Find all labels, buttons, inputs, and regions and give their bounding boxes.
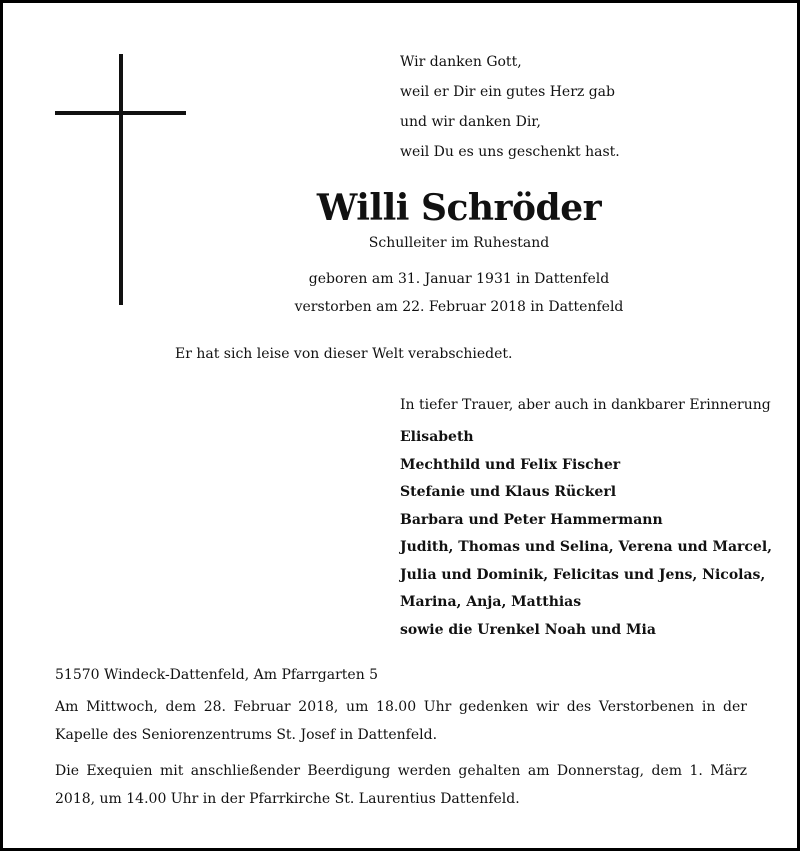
poem <box>400 47 620 167</box>
address-line: 51570 Windeck-Dattenfeld, Am Pfarrgarten 5 <box>55 667 379 683</box>
memorial-service-paragraph: Am Mittwoch, dem 28. Februar 2018, um 18.00 Uhr gedenken wir des Verstorbenen in der Kapelle des Seniorenzentrums St. Josef in Dattenfeld. <box>55 699 747 743</box>
mourning-intro: In tiefer Trauer, aber auch in dankbarer Erinnerung <box>400 397 771 413</box>
deceased-name: Willi Schröder <box>316 187 602 229</box>
deceased-role: Schulleiter im Ruhestand <box>368 235 550 251</box>
poem-line: Wir danken Gott, <box>400 54 522 70</box>
life-dates <box>0 265 800 321</box>
cross-horizontal-beam <box>55 111 186 115</box>
poem-line: weil Du es uns geschenkt hast. <box>400 144 620 160</box>
mourner-line: Stefanie und Klaus Rückerl <box>400 484 617 500</box>
farewell-line: Er hat sich leise von dieser Welt verabschiedet. <box>175 346 513 362</box>
mourner-line: Barbara und Peter Hammermann <box>400 511 663 528</box>
mourner-line: Marina, Anja, Matthias <box>400 594 582 610</box>
mourner-line: Julia und Dominik, Felicitas und Jens, Nicolas, <box>400 566 766 583</box>
mourner-line: sowie die Urenkel Noah und Mia <box>400 621 656 638</box>
mourner-line: Elisabeth <box>400 429 474 445</box>
death-date: verstorben am 22. Februar 2018 in Dattenfeld <box>294 299 624 315</box>
poem-line: und wir danken Dir, <box>400 114 541 130</box>
mourner-line: Judith, Thomas und Selina, Verena und Marcel, <box>400 539 773 555</box>
birth-date: geboren am 31. Januar 1931 in Dattenfeld <box>308 271 610 287</box>
mourners-list <box>400 424 772 644</box>
poem-line: weil er Dir ein gutes Herz gab <box>400 84 615 100</box>
funeral-paragraph: Die Exequien mit anschließender Beerdigung werden gehalten am Donnerstag, dem 1. März 2018, um 14.00 Uhr in der Pfarrkirche St. Laurentius Dattenfeld. <box>55 763 747 807</box>
mourner-line: Mechthild und Felix Fischer <box>400 456 621 473</box>
